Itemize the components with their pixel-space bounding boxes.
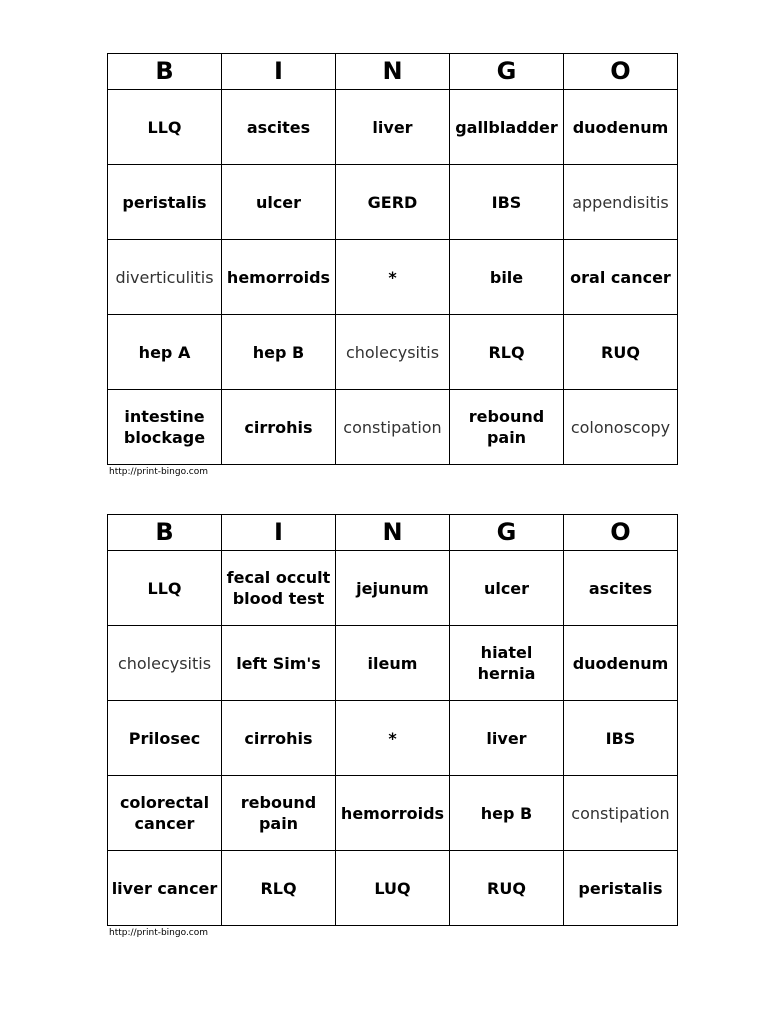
bingo-cell: rebound pain	[450, 390, 564, 465]
bingo-cell: Prilosec	[108, 701, 222, 776]
bingo-cell: gallbladder	[450, 90, 564, 165]
bingo-cell: liver	[336, 90, 450, 165]
bingo-cell: IBS	[564, 701, 678, 776]
source-url: http://print-bingo.com	[109, 928, 209, 938]
bingo-cell: hep B	[222, 315, 336, 390]
header-letter-o: O	[564, 515, 678, 551]
bingo-cell: appendisitis	[564, 165, 678, 240]
bingo-cell: hemorroids	[336, 776, 450, 851]
bingo-cell: cholecysitis	[108, 626, 222, 701]
bingo-header-row	[108, 515, 678, 551]
bingo-cell: hemorroids	[222, 240, 336, 315]
bingo-card-2	[107, 514, 677, 938]
bingo-cell: IBS	[450, 165, 564, 240]
bingo-cell: rebound pain	[222, 776, 336, 851]
bingo-row	[108, 551, 678, 626]
bingo-cell: RLQ	[450, 315, 564, 390]
header-letter-g: G	[450, 54, 564, 90]
header-letter-n: N	[336, 515, 450, 551]
bingo-cell: fecal occult blood test	[222, 551, 336, 626]
bingo-cell: RLQ	[222, 851, 336, 926]
bingo-cell: hep B	[450, 776, 564, 851]
bingo-row	[108, 776, 678, 851]
bingo-cell: cholecysitis	[336, 315, 450, 390]
bingo-cell: liver cancer	[108, 851, 222, 926]
free-space-cell: *	[336, 240, 450, 315]
bingo-row	[108, 315, 678, 390]
bingo-cell: left Sim's	[222, 626, 336, 701]
bingo-cell: bile	[450, 240, 564, 315]
bingo-cell: colonoscopy	[564, 390, 678, 465]
bingo-cell: cirrohis	[222, 390, 336, 465]
bingo-cell: jejunum	[336, 551, 450, 626]
header-letter-i: I	[222, 515, 336, 551]
header-letter-b: B	[108, 54, 222, 90]
bingo-cell: cirrohis	[222, 701, 336, 776]
bingo-cell: ileum	[336, 626, 450, 701]
bingo-cell: ulcer	[450, 551, 564, 626]
bingo-row	[108, 240, 678, 315]
bingo-cell: constipation	[564, 776, 678, 851]
header-letter-n: N	[336, 54, 450, 90]
bingo-cell: colorectal cancer	[108, 776, 222, 851]
bingo-row	[108, 701, 678, 776]
header-letter-g: G	[450, 515, 564, 551]
bingo-cell: peristalis	[564, 851, 678, 926]
bingo-row	[108, 165, 678, 240]
bingo-cell: constipation	[336, 390, 450, 465]
bingo-cell: hep A	[108, 315, 222, 390]
bingo-cell: ulcer	[222, 165, 336, 240]
bingo-grid	[107, 53, 678, 465]
bingo-cell: duodenum	[564, 90, 678, 165]
bingo-cell: LLQ	[108, 90, 222, 165]
bingo-body	[108, 90, 678, 465]
bingo-header-row	[108, 54, 678, 90]
bingo-row	[108, 90, 678, 165]
bingo-cell: diverticulitis	[108, 240, 222, 315]
free-space-cell: *	[336, 701, 450, 776]
bingo-cell: LLQ	[108, 551, 222, 626]
header-letter-o: O	[564, 54, 678, 90]
bingo-cell: ascites	[564, 551, 678, 626]
header-letter-b: B	[108, 515, 222, 551]
bingo-cell: intestine blockage	[108, 390, 222, 465]
header-letter-i: I	[222, 54, 336, 90]
bingo-row	[108, 626, 678, 701]
bingo-card-1	[107, 53, 677, 477]
bingo-cell: peristalis	[108, 165, 222, 240]
source-url: http://print-bingo.com	[109, 467, 209, 477]
bingo-cell: oral cancer	[564, 240, 678, 315]
bingo-cell: RUQ	[450, 851, 564, 926]
bingo-cell: duodenum	[564, 626, 678, 701]
bingo-cell: GERD	[336, 165, 450, 240]
bingo-cell: liver	[450, 701, 564, 776]
bingo-cell: LUQ	[336, 851, 450, 926]
bingo-row	[108, 851, 678, 926]
bingo-grid	[107, 514, 678, 926]
bingo-cell: ascites	[222, 90, 336, 165]
bingo-cell: RUQ	[564, 315, 678, 390]
bingo-row	[108, 390, 678, 465]
bingo-cell: hiatel hernia	[450, 626, 564, 701]
bingo-body	[108, 551, 678, 926]
